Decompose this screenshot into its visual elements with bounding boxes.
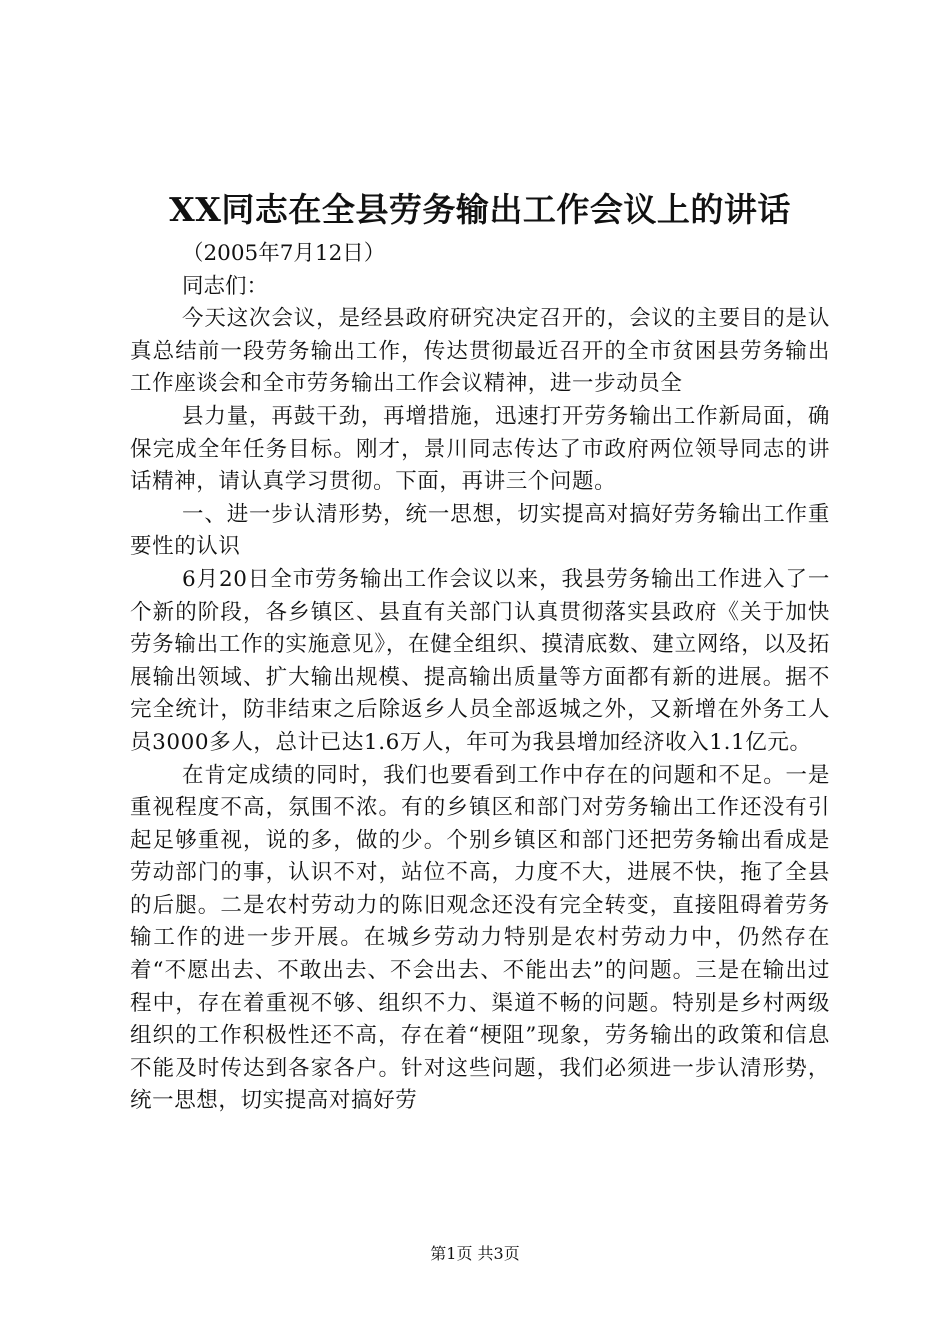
- paragraph-2: 县力量，再鼓干劲，再增措施，迅速打开劳务输出工作新局面，确保完成全年任务目标。刚才，景川同志传达了市政府两位领导同志的讲话精神，请认真学习贯彻。下面，再讲三个问题。: [130, 403, 830, 495]
- section-heading-1: 一、进一步认清形势，统一思想，切实提高对搞好劳务输出工作重要性的认识: [130, 501, 830, 560]
- document-date: （2005年7月12日）: [182, 241, 386, 266]
- document-title: XX同志在全县劳务输出工作会议上的讲话: [169, 190, 791, 229]
- paragraph-4: 在肯定成绩的同时，我们也要看到工作中存在的问题和不足。一是重视程度不高，氛围不浓。有的乡镇区和部门对劳务输出工作还没有引起足够重视，说的多，做的少。个别乡镇区和部门还把劳务输出看成是劳动部门的事，认识不对，站位不高，力度不大，进展不快，拖了全县的后腿。二是农村劳动力的陈旧观念还没有完全转变，直接阻碍着劳务输工作的进一步开展。在城乡劳动力特别是农村劳动力中，仍然存在着“不愿出去、不敢出去、不会出去、不能出去”的问题。三是在输出过程中，存在着重视不够、组织不力、渠道不畅的问题。特别是乡村两级组织的工作积极性还不高，存在着“梗阻”现象，劳务输出的政策和信息不能及时传达到各家各户。针对这些问题，我们必须进一步认清形势，统一思想，切实提高对搞好劳: [130, 762, 830, 1114]
- document-page: [130, 186, 830, 1118]
- paragraph-1: 今天这次会议，是经县政府研究决定召开的，会议的主要目的是认真总结前一段劳务输出工作，传达贯彻最近召开的全市贫困县劳务输出工作座谈会和全市劳务输出工作会议精神，进一步动员全: [130, 306, 830, 397]
- salutation: 同志们：: [182, 273, 269, 299]
- paragraph-3: 6月20日全市劳务输出工作会议以来，我县劳务输出工作进入了一个新的阶段，各乡镇区、县直有关部门认真贯彻落实县政府《关于加快劳务输出工作的实施意见》，在健全组织、摸清底数、建立网络，以及拓展输出领域、扩大输出规模、提高输出质量等方面都有新的进展。据不完全统计，防非结束之后除返乡人员全部返城之外，又新增在外务工人员3000多人，总计已达1.6万人，年可为我县增加经济收入1.1亿元。: [130, 566, 830, 755]
- page-footer: 第1页 共3页: [430, 1244, 520, 1263]
